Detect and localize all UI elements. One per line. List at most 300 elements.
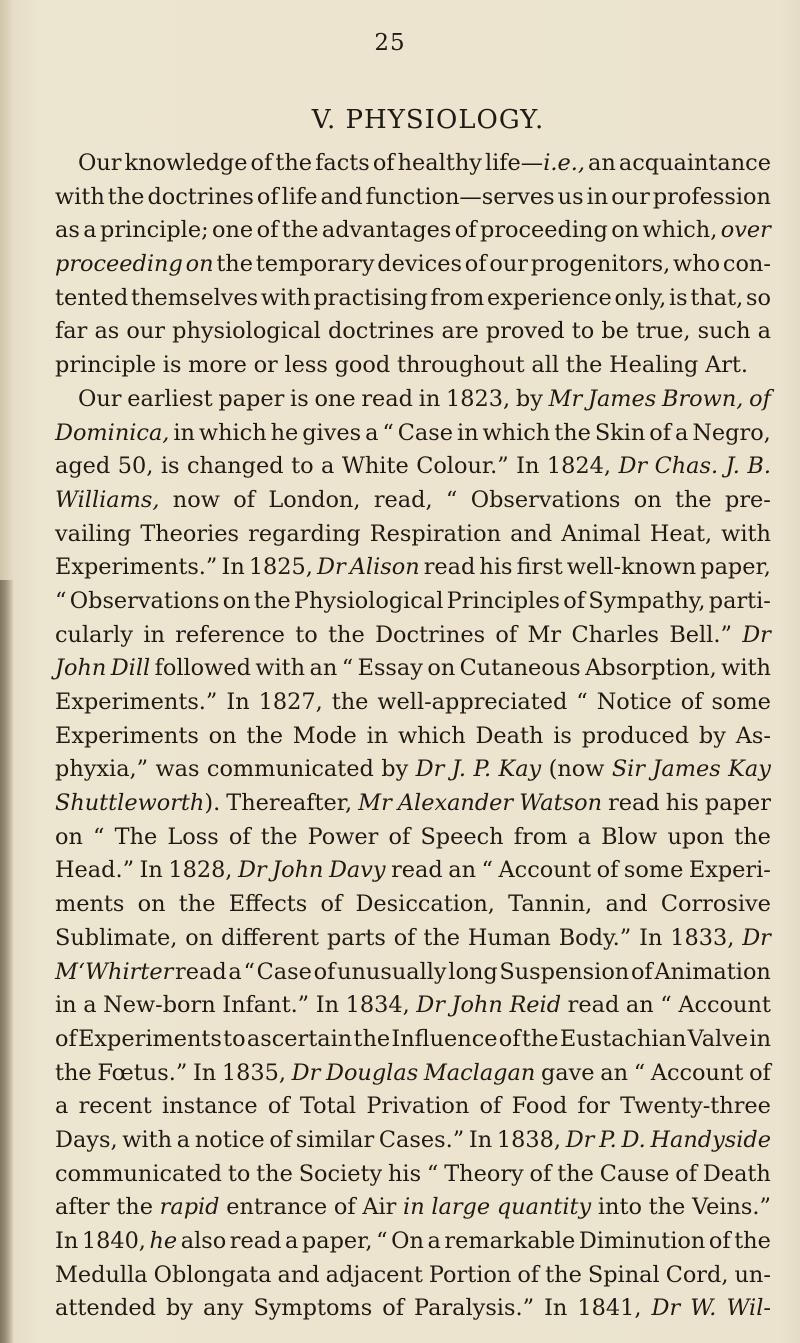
body-text <box>55 147 771 1326</box>
word: Dr <box>742 924 771 951</box>
word: doctrines <box>327 318 435 345</box>
word: temporary <box>255 251 375 278</box>
word: Portion <box>428 1261 512 1288</box>
word: read <box>229 1228 282 1254</box>
word: “ <box>243 958 255 985</box>
word: so <box>745 284 771 311</box>
word: un- <box>734 1261 771 1288</box>
word: an <box>588 150 616 176</box>
word: of <box>393 924 416 951</box>
word: by <box>381 756 409 783</box>
word: of <box>372 150 395 176</box>
word: quantity <box>496 1194 592 1221</box>
word: James <box>652 756 721 783</box>
word: the <box>116 1194 153 1221</box>
word: of <box>749 1059 771 1086</box>
word: different <box>221 924 320 951</box>
word: of <box>250 150 273 176</box>
word: a <box>427 1228 441 1254</box>
word: one <box>212 217 254 244</box>
word: of <box>320 891 343 918</box>
word: of <box>498 1025 521 1052</box>
word: 1838, <box>496 1126 561 1153</box>
word: ascertain <box>246 1025 353 1052</box>
word: of <box>454 217 477 244</box>
word: Power <box>307 823 379 850</box>
text-line <box>55 282 771 316</box>
word: Oblongata <box>153 1261 272 1288</box>
word: Cutaneous <box>459 655 581 682</box>
word: Case <box>256 958 312 985</box>
word: notice <box>194 1126 265 1153</box>
word: Theories <box>140 520 240 547</box>
word: the <box>328 621 365 648</box>
word: the <box>246 722 283 749</box>
word: Animation <box>654 958 771 985</box>
word: of <box>708 1228 731 1254</box>
word: function—serves <box>365 183 555 210</box>
word: Effects <box>228 891 308 918</box>
word: The <box>114 823 158 850</box>
word: Dr <box>565 1126 595 1153</box>
word: Sublimate, <box>55 924 178 951</box>
word: the <box>107 183 145 210</box>
word: reference <box>175 621 285 648</box>
word: of <box>256 183 279 210</box>
text-line <box>55 989 771 1023</box>
word: “ <box>341 655 354 682</box>
word: of <box>313 958 336 985</box>
word: Account <box>678 992 771 1019</box>
word: to <box>227 1160 251 1187</box>
word: the <box>565 352 603 379</box>
word: is <box>553 722 572 749</box>
word: of <box>649 419 672 446</box>
word: to <box>571 318 595 345</box>
word: with <box>721 520 771 547</box>
word: the <box>423 924 461 951</box>
word: the <box>275 150 313 176</box>
word: Paralysis.” <box>414 1295 535 1322</box>
word: far <box>55 318 88 345</box>
text-line <box>55 854 771 888</box>
text-line <box>55 1259 771 1293</box>
word: paper <box>704 790 771 817</box>
word: is <box>160 453 180 480</box>
word: physiological <box>172 318 321 345</box>
word: a <box>176 1126 191 1153</box>
text-line <box>55 956 771 990</box>
word: John <box>55 655 107 682</box>
word: Diminution <box>578 1228 706 1254</box>
word: with <box>260 284 311 311</box>
word: practising <box>313 284 428 311</box>
word: well-appreciated <box>377 689 568 715</box>
word: Observations <box>69 587 220 614</box>
word: Privation <box>366 1093 470 1120</box>
word: Case <box>397 419 454 446</box>
text-line <box>55 1292 771 1326</box>
text-line <box>55 922 771 956</box>
word: well-known <box>566 554 697 581</box>
word: rapid <box>159 1194 220 1221</box>
word: Dr <box>651 1295 681 1322</box>
word: on <box>185 251 214 278</box>
word: the <box>178 891 216 918</box>
word: the <box>260 823 298 850</box>
word: Cause <box>599 1160 670 1187</box>
word: Society <box>298 1160 383 1187</box>
word: with <box>122 1126 173 1153</box>
word: Theory <box>444 1160 524 1187</box>
word: remarkable <box>444 1228 576 1254</box>
word: Heat, <box>649 520 713 547</box>
word: earliest <box>127 385 213 412</box>
word: Spinal <box>587 1261 660 1288</box>
word: As- <box>735 722 771 749</box>
text-line <box>55 1023 771 1057</box>
word: such <box>697 318 751 345</box>
word: a <box>55 1093 69 1120</box>
text-line <box>55 1090 771 1124</box>
word: In <box>139 857 163 884</box>
word: of <box>675 1160 698 1187</box>
text-line <box>55 1057 771 1091</box>
word: principle <box>55 352 157 379</box>
word: for <box>577 1093 610 1120</box>
word: parts <box>326 924 386 951</box>
word: Doctrines <box>375 621 486 648</box>
word: Speech <box>420 823 504 850</box>
word: into <box>597 1194 642 1221</box>
word: are <box>441 318 479 345</box>
word: us <box>557 183 584 210</box>
word: changed <box>186 453 284 480</box>
word: Handyside <box>650 1126 771 1153</box>
word: Colour.” <box>416 453 509 480</box>
word: 1824, <box>546 453 611 480</box>
word: only, <box>614 284 667 311</box>
text-line <box>55 720 771 754</box>
word: the <box>331 689 369 715</box>
word: 1833, <box>670 924 735 951</box>
word: Kay <box>498 756 542 783</box>
text-line <box>55 585 771 619</box>
word: on <box>185 924 214 951</box>
word: which, <box>642 217 718 244</box>
word: principle; <box>100 217 209 244</box>
word: in <box>749 1025 771 1052</box>
word: Eustachian <box>559 1025 687 1052</box>
text-line <box>55 1191 771 1225</box>
word: phyxia,” <box>55 756 149 783</box>
word: healthy <box>397 150 482 176</box>
word: “ <box>445 486 458 513</box>
word: Shuttleworth). <box>55 790 221 817</box>
word: progenitors, <box>530 251 671 278</box>
word: London, <box>268 486 361 513</box>
word: Healing <box>609 352 699 379</box>
text-line <box>55 551 771 585</box>
word: on <box>222 587 251 614</box>
word: “ <box>426 1160 439 1187</box>
word: on <box>137 891 166 918</box>
word: the <box>554 419 591 446</box>
word: Our <box>78 150 122 176</box>
word: read <box>423 554 476 581</box>
word: was <box>155 756 200 783</box>
word: pre- <box>725 486 771 513</box>
word: Suspension <box>499 958 630 985</box>
word: who <box>673 251 721 278</box>
word: of <box>464 251 487 278</box>
word: (now <box>548 756 605 783</box>
word: on <box>55 823 83 850</box>
word: as <box>94 318 120 345</box>
word: Sir <box>611 756 646 783</box>
word: Skin <box>594 419 646 446</box>
word: James <box>587 385 657 412</box>
word: in <box>418 385 441 412</box>
word: vailing <box>55 520 132 547</box>
word: profession <box>652 183 771 210</box>
word: facts <box>315 150 370 176</box>
word: some <box>623 857 684 884</box>
word: gave <box>540 1059 595 1086</box>
text-line <box>55 652 771 686</box>
word: of <box>269 1126 292 1153</box>
word: Davy <box>328 857 386 884</box>
word: in <box>55 992 77 1019</box>
word: with <box>255 655 306 682</box>
word: that, <box>690 284 744 311</box>
word: read <box>361 385 413 412</box>
word: and <box>605 891 648 918</box>
word: of <box>529 1160 552 1187</box>
word: of <box>563 587 586 614</box>
word: his <box>665 790 699 817</box>
word: of <box>382 1295 405 1322</box>
word: he <box>270 419 299 446</box>
word: P. <box>473 756 492 783</box>
word: life <box>281 183 318 210</box>
word: first <box>516 554 563 581</box>
word: doctrines <box>147 183 254 210</box>
word: “ <box>382 419 394 446</box>
word: 1834, <box>345 992 410 1019</box>
word: of <box>495 621 518 648</box>
word: instance <box>162 1093 258 1120</box>
word: with <box>55 183 105 210</box>
word: P. <box>599 1126 617 1153</box>
word: the <box>734 823 771 850</box>
word: Maclagan <box>423 1059 536 1086</box>
word: of <box>333 1194 356 1221</box>
word: of <box>749 385 771 412</box>
word: of <box>517 1261 540 1288</box>
word: of <box>388 823 411 850</box>
word: from <box>430 284 485 311</box>
word: our <box>126 318 166 345</box>
word: to <box>291 453 314 480</box>
word: of <box>55 1025 77 1052</box>
word: a <box>675 419 689 446</box>
word: Negro, <box>692 419 771 446</box>
word: Charles <box>571 621 659 648</box>
word: in <box>403 1194 425 1221</box>
word: In <box>544 1295 568 1322</box>
word: an <box>625 992 654 1019</box>
word: on <box>611 217 640 244</box>
text-line <box>55 383 771 417</box>
word: Dr <box>742 621 771 648</box>
word: paper <box>218 385 285 412</box>
word: knowledge <box>124 150 248 176</box>
word: of <box>228 823 251 850</box>
word: the <box>216 251 253 278</box>
word: Williams, <box>55 486 160 513</box>
text-line <box>55 450 771 484</box>
word: by <box>165 1295 193 1322</box>
text-line <box>55 417 771 451</box>
word: Medulla <box>55 1261 148 1288</box>
word: Blow <box>601 823 658 850</box>
word: of <box>680 689 703 715</box>
word: throughout <box>396 352 525 379</box>
word: Dr <box>317 554 346 581</box>
word: of <box>267 1093 290 1120</box>
word: Essay <box>357 655 423 682</box>
word: Sympathy, <box>588 587 706 614</box>
word: Experiments.” <box>55 554 218 581</box>
word: Dr <box>237 857 267 884</box>
word: or <box>253 352 278 379</box>
word: on <box>208 722 237 749</box>
word: Human <box>467 924 551 951</box>
word: the <box>256 1160 293 1187</box>
word: Tannin, <box>508 891 593 918</box>
word: Experiments <box>55 722 199 749</box>
word: Experi- <box>688 857 771 884</box>
word: attended <box>55 1295 156 1322</box>
word: Thereafter, <box>226 790 353 817</box>
word: Total <box>299 1093 357 1120</box>
word: “ <box>55 587 67 614</box>
word: devices <box>377 251 462 278</box>
text-line <box>55 787 771 821</box>
word: parti- <box>708 587 771 614</box>
word: Loss <box>167 823 219 850</box>
text-line <box>55 753 771 787</box>
word: our <box>611 183 650 210</box>
word: in <box>456 419 479 446</box>
word: Dr <box>415 756 445 783</box>
word: Days, <box>55 1126 118 1153</box>
word: is <box>290 385 309 412</box>
word: Reid <box>509 992 562 1019</box>
word: In <box>639 924 663 951</box>
word: proved <box>485 318 565 345</box>
word: his <box>387 1160 422 1187</box>
word: an <box>448 857 477 884</box>
word: D. <box>621 1126 646 1153</box>
word: of <box>596 857 619 884</box>
word: Experiments.” <box>55 689 218 715</box>
word: from <box>513 823 568 850</box>
word: Account <box>650 1059 744 1086</box>
word: the <box>55 1059 92 1086</box>
page-number: 25 <box>374 30 406 56</box>
word: adjacent <box>325 1261 423 1288</box>
word: and <box>510 520 553 547</box>
word: good <box>334 352 391 379</box>
word: to <box>223 1025 246 1052</box>
word: communicated <box>55 1160 222 1187</box>
word: Death <box>475 722 544 749</box>
word: In <box>468 1126 493 1153</box>
word: communicated <box>206 756 374 783</box>
word: as <box>55 217 80 244</box>
word: W. <box>690 1295 717 1322</box>
word: any <box>202 1295 244 1322</box>
word: Air <box>362 1194 397 1221</box>
word: paper, <box>301 1228 373 1254</box>
word: Principles <box>446 587 560 614</box>
word: Cases.” <box>378 1126 465 1153</box>
word: Observations <box>470 486 621 513</box>
word: proceeding <box>479 217 608 244</box>
word: “ <box>660 992 672 1019</box>
word: Bell.” <box>669 621 732 648</box>
word: Physiological <box>293 587 444 614</box>
word: by <box>698 722 726 749</box>
word: Absorption, <box>585 655 717 682</box>
word: Infant.” <box>222 992 310 1019</box>
word: in <box>586 183 609 210</box>
word: Corrosive <box>660 891 771 918</box>
word: upon <box>667 823 725 850</box>
word: B. <box>747 453 771 480</box>
word: produced <box>581 722 690 749</box>
word: “ <box>481 857 493 884</box>
word: Body.” <box>558 924 632 951</box>
word: In <box>221 554 245 581</box>
text-line <box>55 888 771 922</box>
word: J. <box>725 453 740 480</box>
word: in <box>143 621 165 648</box>
word: a <box>83 992 97 1019</box>
word: Our <box>78 385 122 412</box>
word: life—i.e., <box>484 150 585 176</box>
word: New-born <box>103 992 216 1019</box>
word: Animal <box>561 520 641 547</box>
word: also <box>180 1228 227 1254</box>
word: Art. <box>705 352 749 379</box>
text-line <box>55 619 771 653</box>
word: followed <box>154 655 251 682</box>
word: J. <box>451 756 467 783</box>
word: a <box>321 453 335 480</box>
word: Influence <box>391 1025 498 1052</box>
word: large <box>431 1194 491 1221</box>
word: true, <box>636 318 691 345</box>
text-line <box>55 181 771 215</box>
word: White <box>341 453 409 480</box>
text-line <box>55 147 771 181</box>
word: an <box>600 1059 629 1086</box>
word: on <box>427 655 456 682</box>
word: a <box>228 958 242 985</box>
